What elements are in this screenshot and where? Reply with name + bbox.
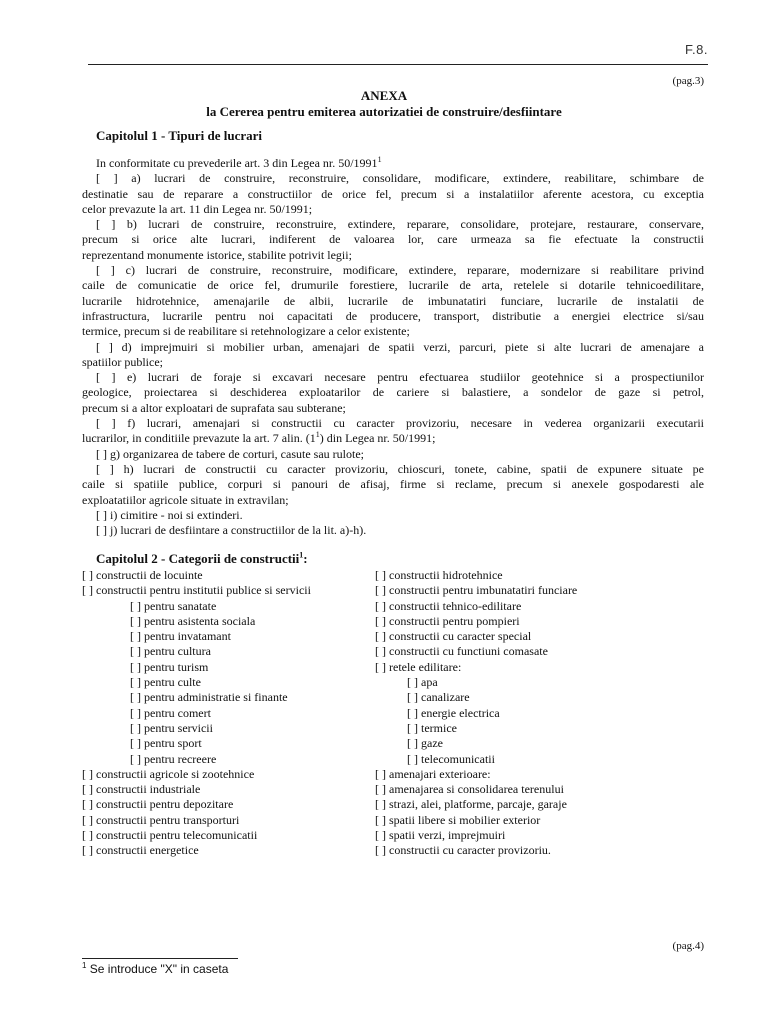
category-item: [ ] constructii agricole si zootehnice [82,766,255,781]
chapter1-item-line: termice, precum si de reabilitare si retehnologizare a celor existente; [82,324,410,339]
chapter1-item-line: [ ] b) lucrari de construire, reconstruire, extindere, reparare, consolidare, protejare, restaurare, conservare, [96,217,704,232]
category-item: [ ] constructii cu functiuni comasate [375,644,548,659]
page-number-top: (pag.3) [672,75,704,87]
category-item: [ ] constructii tehnico-edilitare [375,598,522,613]
chapter1-item-line: precum si a altor exploatari de suprafata sau subterane; [82,400,346,415]
chapter1-item-line: reprezentand monumente istorice, stabilite potrivit legii; [82,247,352,262]
category-item: [ ] termice [407,720,457,735]
chapter1-item-line: lucrarilor, in conditiile prevazute la art. 7 alin. $(1^1)$ din Legea nr. 50/1991; [82,431,436,446]
chapter1-heading: Capitolul 1 - Tipuri de lucrari [96,128,263,143]
chapter1-item-line: [ ] d) imprejmuiri si mobilier urban, amenajari de spatii verzi, parcuri, piete si alte lucrari de amenajare a [96,339,704,354]
categories-left-column [82,568,311,859]
chapter1-item-line: [ ] c) lucrari de construire, reconstruire, modificare, extindere, reparare, modernizare si reabilitare privind [96,263,704,278]
category-item: [ ] retele edilitare: [375,659,462,674]
category-item: [ ] canalizare [407,690,470,705]
chapter1-item-line: [ ] a) lucrari de construire, reconstruire, consolidare, modificare, extindere, reabilitare, schimbare de [96,171,704,186]
category-item: [ ] pentru cultura [130,644,211,659]
annex-title: ANEXA [360,88,408,103]
chapter1-item-line: lucrarile hidrotehnice, amenajarile de albii, lucrarile de imbunatatiri funciare, lucrarile de instalatii de [82,293,704,308]
category-item: [ ] pentru servicii [130,720,213,735]
chapter1-item-line: celor prevazute la art. 11 din Legea nr. 50/1991; [82,201,313,216]
footnote: $^1$ Se introduce "X" in caseta [82,961,229,976]
chapter1-item-line: infrastructura, lucrarile pentru noi capacitati de producere, transport, distributie a energiei electrice si/sau [82,308,704,323]
chapter1-intro: In conformitate cu prevederile art. 3 din Legea nr. 50/1991$^1$ [96,156,382,170]
chapter1-item-line: [ ] f) lucrari, amenajari si constructii cu caracter provizoriu, necesare in vederea organizarii executarii [96,416,704,431]
annex-subtitle: la Cererea pentru emiterea autorizatiei de construire/desfiintare [206,104,562,119]
chapter1-item-line: [ ] g) organizarea de tabere de corturi, casute sau rulote; [96,446,364,461]
category-item: [ ] apa [407,675,438,690]
page-number-bottom: (pag.4) [672,940,704,952]
footnote-marker: 1 [82,961,87,970]
category-item: [ ] constructii pentru pompieri [375,613,520,628]
chapter1-item-line: destinatie sau de reparare a constructiilor de orice fel, precum si a instalatiilor aferente acestora, cu exceptia [82,186,704,201]
category-item: [ ] constructii pentru institutii publice si servicii [82,583,311,598]
chapter1-item-line: spatiilor publice; [82,354,163,369]
chapter2-heading-sup: 1 [299,550,304,560]
category-item: [ ] strazi, alei, platforme, parcaje, garaje [375,797,567,812]
category-item: [ ] telecomunicatii [407,751,495,766]
category-item: [ ] constructii pentru imbunatatiri funciare [375,583,578,598]
category-item: [ ] constructii pentru depozitare [82,797,234,812]
category-item: [ ] constructii pentru telecomunicatii [82,828,258,843]
chapter1-intro-sup: 1 [377,156,382,164]
footnote-divider [82,958,238,959]
category-item: [ ] pentru recreere [130,751,217,766]
category-item: [ ] pentru culte [130,675,201,690]
chapter1-item-line: [ ] j) lucrari de desfiintare a constructiilor de la lit. a)-h). [96,523,367,538]
category-item: [ ] pentru sanatate [130,598,217,613]
category-item: [ ] spatii libere si mobilier exterior [375,812,541,827]
chapter1-body [82,156,704,538]
chapter1-item-sup: 1 [315,431,320,440]
category-item: [ ] constructii pentru transporturi [82,812,240,827]
chapter1-item-line: [ ] i) cimitire - noi si extinderi. [96,507,243,522]
category-item: [ ] energie electrica [407,705,500,720]
category-item: [ ] constructii hidrotehnice [375,568,503,582]
chapter1-item-line: caile si spatiile publice, corpuri si panouri de afisaj, firme si reclame, precum si anexele gospodaresti ale [82,477,704,492]
chapter1-item-line: [ ] e) lucrari de foraje si excavari necesare pentru efectuarea studiilor geotehnice si a prospectiunilor [96,370,704,385]
chapter1-item-line: exploatatiilor agricole situate in extravilan; [82,492,289,507]
category-item: [ ] pentru asistenta sociala [130,613,256,628]
category-item: [ ] constructii industriale [82,782,201,797]
category-item: [ ] constructii de locuinte [82,568,203,582]
category-item: [ ] amenajari exterioare: [375,766,491,781]
category-item: [ ] spatii verzi, imprejmuiri [375,828,506,843]
category-item: [ ] constructii cu caracter provizoriu. [375,843,551,858]
category-item: [ ] pentru administratie si finante [130,690,288,705]
category-item: [ ] amenajarea si consolidarea terenului [375,782,564,797]
chapter2-heading: Capitolul 2 - Categorii de constructii$^1$: [96,550,308,566]
category-item: [ ] constructii energetice [82,843,199,858]
category-item: [ ] pentru turism [130,659,209,674]
category-item: [ ] pentru sport [130,736,202,751]
chapter1-item-line: geologice, proiectarea si deschiderea exploatarilor de cariere si balastiere, a sondelor de gaze si petrol, [82,385,704,400]
chapter1-item-line: [ ] h) lucrari de constructii cu caracter provizoriu, chioscuri, tonete, cabine, spatii de expunere situate pe [96,461,704,476]
categories-right-column [375,568,577,859]
category-item: [ ] pentru comert [130,705,211,720]
form-code: F.8. [685,42,708,57]
top-divider [88,64,708,65]
chapter1-item-line: precum si orice alte lucrari, indiferent de valoarea lor, care urmeaza sa fie efectuate la constructii [82,232,704,247]
category-item: [ ] gaze [407,736,443,751]
category-item: [ ] constructii cu caracter special [375,629,532,644]
chapter1-item-line: caile de comunicatie de orice fel, drumurile forestiere, lucrarile de arta, retelele si dotarile tehnicoedilitare, [82,278,704,293]
category-item: [ ] pentru invatamant [130,629,231,644]
